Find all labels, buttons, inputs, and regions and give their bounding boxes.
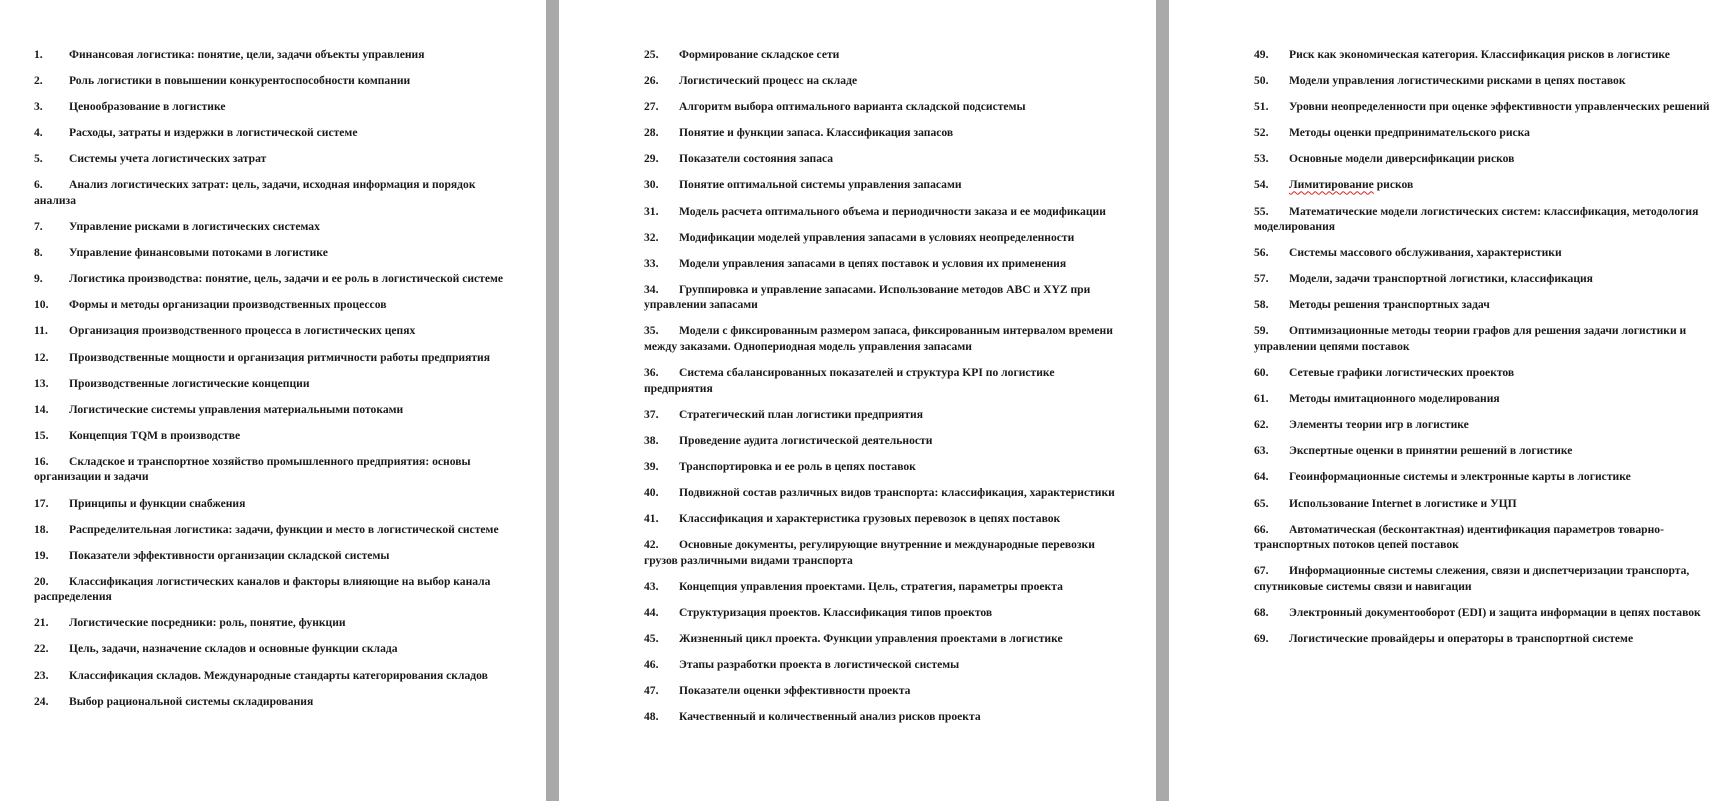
item-text: Модель расчета оптимального объема и периодичности заказа и ее модификации: [679, 204, 1106, 218]
item-text: Понятие и функции запаса. Классификация запасов: [679, 126, 954, 140]
list-item: [644, 204, 1124, 220]
item-text: Электронный документооборот (EDI) и защита информации в цепях поставок: [1289, 605, 1701, 619]
item-number: 27.: [644, 100, 659, 114]
list-item: [644, 47, 1124, 63]
list-item: [1254, 125, 1724, 141]
item-text: Модели управления запасами в цепях поставок и условия их применения: [679, 256, 1067, 270]
item-number: 28.: [644, 126, 659, 140]
item-number: 47.: [644, 684, 659, 698]
item-text: Логистический процесс на складе: [679, 74, 858, 88]
item-number: 55.: [1254, 204, 1269, 218]
item-text: Понятие оптимальной системы управления запасами: [679, 178, 962, 192]
list-item: [1254, 469, 1724, 485]
list-item: [1254, 323, 1724, 354]
list-item: [644, 631, 1124, 647]
list-item: [34, 323, 504, 339]
item-text: Производственные мощности и организация ритмичности работы предприятия: [69, 350, 490, 364]
item-text: Использование Internet в логистике и УЦП: [1289, 496, 1517, 510]
item-text: Модели, задачи транспортной логистики, классификация: [1289, 272, 1593, 286]
item-number: 34.: [644, 282, 659, 296]
item-number: 68.: [1254, 605, 1269, 619]
item-text: Группировка и управление запасами. Использование методов АВС и XYZ при управлении запасами: [644, 282, 1091, 312]
item-text: Показатели оценки эффективности проекта: [679, 684, 911, 698]
list-item: [34, 245, 504, 261]
item-number: 23.: [34, 668, 49, 682]
item-text: Элементы теории игр в логистике: [1289, 418, 1469, 432]
item-number: 52.: [1254, 126, 1269, 140]
list-item: [644, 230, 1124, 246]
item-text: Производственные логистические концепции: [69, 376, 310, 390]
list-item: [1254, 563, 1724, 594]
list-item: [644, 459, 1124, 475]
list-item: [1254, 365, 1724, 381]
item-text: Классификация складов. Международные стандарты категорирования складов: [69, 668, 488, 682]
document-page-1: [0, 0, 546, 801]
list-item: [34, 615, 504, 631]
item-text: Модификации моделей управления запасами в условиях неопределенности: [679, 230, 1075, 244]
item-number: 12.: [34, 350, 49, 364]
item-text: Стратегический план логистики предприятия: [679, 407, 923, 421]
item-text: Сетевые графики логистических проектов: [1289, 366, 1515, 380]
list-item: [644, 151, 1124, 167]
item-number: 2.: [34, 74, 43, 88]
item-text: Показатели состояния запаса: [679, 152, 834, 166]
list-item: [1254, 496, 1724, 512]
list-item: [34, 350, 504, 366]
item-number: 67.: [1254, 564, 1269, 578]
item-number: 53.: [1254, 152, 1269, 166]
list-item: [644, 657, 1124, 673]
list-item: [644, 579, 1124, 595]
item-number: 3.: [34, 100, 43, 114]
list-item: [34, 548, 504, 564]
item-text: Классификация и характеристика грузовых перевозок в цепях поставок: [679, 512, 1061, 525]
item-text: Система сбалансированных показателей и структура KPI по логистике предприятия: [644, 366, 1055, 395]
item-text: Основные модели диверсификации рисков: [1289, 152, 1515, 166]
list-item: [644, 433, 1124, 449]
item-number: 62.: [1254, 418, 1269, 432]
item-text: Системы массового обслуживания, характеристики: [1289, 246, 1562, 260]
item-text: Формы и методы организации производственных процессов: [69, 298, 387, 312]
item-number: 25.: [644, 48, 659, 61]
item-number: 61.: [1254, 392, 1269, 406]
list-item: [34, 297, 504, 313]
list-item: [644, 709, 1124, 725]
item-number: 13.: [34, 376, 49, 390]
question-list: [34, 47, 504, 720]
item-number: 26.: [644, 74, 659, 88]
item-text: Методы решения транспортных задач: [1289, 298, 1490, 312]
item-text: Анализ логистических затрат: цель, задачи, исходная информация и порядок анализа: [34, 178, 476, 207]
document-page-3: [1169, 0, 1734, 801]
list-item: [644, 537, 1124, 568]
item-text: Концепция управления проектами. Цель, стратегия, параметры проекта: [679, 579, 1063, 593]
item-text: Модели управления логистическими рисками в цепях поставок: [1289, 74, 1626, 88]
item-number: 63.: [1254, 444, 1269, 458]
item-number: 14.: [34, 402, 49, 416]
item-number: 60.: [1254, 366, 1269, 380]
spellcheck-underline: Лимитирование: [1289, 178, 1374, 192]
item-number: 43.: [644, 579, 659, 593]
item-text: Этапы разработки проекта в логистической системы: [679, 657, 960, 671]
item-number: 51.: [1254, 100, 1269, 114]
item-text: Логистические провайдеры и операторы в транспортной системе: [1289, 631, 1634, 645]
item-number: 38.: [644, 433, 659, 447]
item-text: Риск как экономическая категория. Классификация рисков в логистике: [1289, 48, 1670, 61]
item-text: Подвижной состав различных видов транспорта: классификация, характеристики: [679, 485, 1115, 499]
item-number: 44.: [644, 605, 659, 619]
item-number: 22.: [34, 642, 49, 656]
item-text: Распределительная логистика: задачи, функции и место в логистической системе: [69, 522, 499, 536]
item-text: Уровни неопределенности при оценке эффективности управленческих решений: [1289, 100, 1710, 114]
list-item: [1254, 443, 1724, 459]
item-text: Финансовая логистика: понятие, цели, задачи объекты управления: [69, 48, 425, 61]
list-item: [34, 496, 504, 512]
item-text: Управление финансовыми потоками в логистике: [69, 246, 328, 260]
item-text: Выбор рациональной системы складирования: [69, 694, 314, 708]
list-item: [644, 407, 1124, 423]
item-number: 21.: [34, 616, 49, 630]
list-item: [1254, 47, 1724, 63]
item-text: Структуризация проектов. Классификация типов проектов: [679, 605, 993, 619]
item-number: 11.: [34, 324, 48, 338]
item-text: Информационные системы слежения, связи и диспетчеризации транспорта, спутниковые системы связи и навигации: [1254, 564, 1690, 593]
item-number: 66.: [1254, 522, 1269, 536]
list-item: [1254, 417, 1724, 433]
item-number: 18.: [34, 522, 49, 536]
item-number: 15.: [34, 428, 49, 442]
item-text: Управление рисками в логистических системах: [69, 220, 320, 234]
item-text: Принципы и функции снабжения: [69, 496, 246, 510]
item-text: Классификация логистических каналов и факторы влияющие на выбор канала распределения: [34, 574, 491, 604]
item-text: Жизненный цикл проекта. Функции управления проектами в логистике: [679, 631, 1063, 645]
item-number: 24.: [34, 694, 49, 708]
item-text: Геоинформационные системы и электронные карты в логистике: [1289, 470, 1631, 484]
list-item: [644, 485, 1124, 501]
item-number: 5.: [34, 152, 43, 166]
item-text: Лимитирование рисков: [1289, 178, 1414, 192]
item-text: Показатели эффективности организации складской системы: [69, 548, 390, 562]
item-text: Транспортировка и ее роль в цепях поставок: [679, 459, 916, 473]
item-number: 48.: [644, 710, 659, 724]
item-text: Проведение аудита логистической деятельности: [679, 433, 933, 447]
list-item: [1254, 297, 1724, 313]
item-text: Логистика производства: понятие, цель, задачи и ее роль в логистической системе: [69, 272, 504, 286]
item-number: 46.: [644, 657, 659, 671]
list-item: [1254, 151, 1724, 167]
item-number: 10.: [34, 298, 49, 312]
list-item: [34, 219, 504, 235]
list-item: [34, 376, 504, 392]
list-item: [644, 177, 1124, 193]
list-item: [1254, 99, 1724, 115]
list-item: [34, 99, 504, 115]
list-item: [1254, 631, 1724, 647]
item-text: Модели с фиксированным размером запаса, фиксированным интервалом времени между заказами. Однопериодная модель управления запасами: [644, 324, 1113, 353]
item-number: 4.: [34, 126, 43, 140]
item-number: 69.: [1254, 631, 1269, 645]
item-number: 7.: [34, 220, 43, 234]
list-item: [644, 605, 1124, 621]
list-item: [34, 641, 504, 657]
item-number: 37.: [644, 407, 659, 421]
item-text: Роль логистики в повышении конкурентоспособности компании: [69, 74, 411, 88]
list-item: [34, 574, 504, 605]
list-item: [644, 683, 1124, 699]
item-number: 59.: [1254, 324, 1269, 338]
item-number: 39.: [644, 459, 659, 473]
item-number: 9.: [34, 272, 43, 286]
list-item: [1254, 204, 1724, 235]
item-text: Методы имитационного моделирования: [1289, 392, 1500, 406]
item-number: 19.: [34, 548, 49, 562]
list-item: [34, 522, 504, 538]
list-item: [34, 47, 504, 63]
item-number: 64.: [1254, 470, 1269, 484]
item-number: 45.: [644, 631, 659, 645]
question-list: [1254, 47, 1724, 657]
item-number: 8.: [34, 246, 43, 260]
item-number: 57.: [1254, 272, 1269, 286]
item-text: Цель, задачи, назначение складов и основные функции склада: [69, 642, 398, 656]
item-number: 49.: [1254, 48, 1269, 61]
list-item: [34, 668, 504, 684]
item-text: Методы оценки предпринимательского риска: [1289, 126, 1530, 140]
list-item: [1254, 73, 1724, 89]
item-text: Складское и транспортное хозяйство промышленного предприятия: основы организации и задачи: [34, 454, 471, 484]
item-text: Алгоритм выбора оптимального варианта складской подсистемы: [679, 100, 1026, 114]
list-item: [644, 365, 1124, 396]
item-number: 29.: [644, 152, 659, 166]
item-number: 20.: [34, 574, 49, 588]
item-number: 36.: [644, 366, 659, 380]
item-text: Формирование складское сети: [679, 48, 840, 61]
item-text: Логистические посредники: роль, понятие, функции: [69, 616, 346, 630]
item-text: Логистические системы управления материальными потоками: [69, 402, 404, 416]
item-number: 16.: [34, 454, 49, 468]
list-item: [644, 256, 1124, 272]
item-text: Основные документы, регулирующие внутренние и международные перевозки грузов различными видами транспорта: [644, 538, 1095, 567]
item-number: 56.: [1254, 246, 1269, 260]
item-text: Математические модели логистических систем: классификация, методология моделирования: [1254, 204, 1699, 234]
question-list: [644, 47, 1124, 735]
item-number: 41.: [644, 512, 659, 525]
list-item: [34, 177, 504, 208]
list-item: [1254, 271, 1724, 287]
list-item: [1254, 177, 1724, 193]
item-number: 30.: [644, 178, 659, 192]
list-item: [34, 428, 504, 444]
item-text: Расходы, затраты и издержки в логистической системе: [69, 126, 358, 140]
item-text: Экспертные оценки в принятии решений в логистике: [1289, 444, 1573, 458]
item-text: Системы учета логистических затрат: [69, 152, 267, 166]
item-text: Ценообразование в логистике: [69, 100, 226, 114]
list-item: [34, 151, 504, 167]
list-item: [644, 282, 1124, 313]
item-text: Концепция TQM в производстве: [69, 428, 241, 442]
list-item: [644, 323, 1124, 354]
list-item: [34, 73, 504, 89]
item-text: Автоматическая (бесконтактная) идентификация параметров товарно-транспортных потоков цепей поставок: [1254, 522, 1664, 552]
item-number: 65.: [1254, 496, 1269, 510]
item-text: Организация производственного процесса в логистических цепях: [69, 324, 416, 338]
item-number: 31.: [644, 204, 659, 218]
item-number: 50.: [1254, 74, 1269, 88]
item-number: 33.: [644, 256, 659, 270]
list-item: [34, 271, 504, 287]
list-item: [34, 454, 504, 485]
list-item: [644, 99, 1124, 115]
list-item: [1254, 522, 1724, 553]
list-item: [1254, 605, 1724, 621]
item-number: 32.: [644, 230, 659, 244]
item-number: 42.: [644, 538, 659, 552]
item-number: 1.: [34, 48, 43, 61]
list-item: [1254, 245, 1724, 261]
list-item: [644, 125, 1124, 141]
item-text: Качественный и количественный анализ рисков проекта: [679, 710, 981, 724]
item-number: 17.: [34, 496, 49, 510]
list-item: [644, 511, 1124, 527]
list-item: [34, 402, 504, 418]
list-item: [644, 73, 1124, 89]
item-number: 35.: [644, 324, 659, 338]
item-number: 40.: [644, 485, 659, 499]
list-item: [34, 694, 504, 710]
list-item: [1254, 391, 1724, 407]
item-number: 54.: [1254, 178, 1269, 192]
item-text: Оптимизационные методы теории графов для решения задачи логистики и управлении цепями поставок: [1254, 324, 1687, 353]
list-item: [34, 125, 504, 141]
document-page-2: [559, 0, 1156, 801]
item-number: 6.: [34, 178, 43, 192]
item-number: 58.: [1254, 298, 1269, 312]
